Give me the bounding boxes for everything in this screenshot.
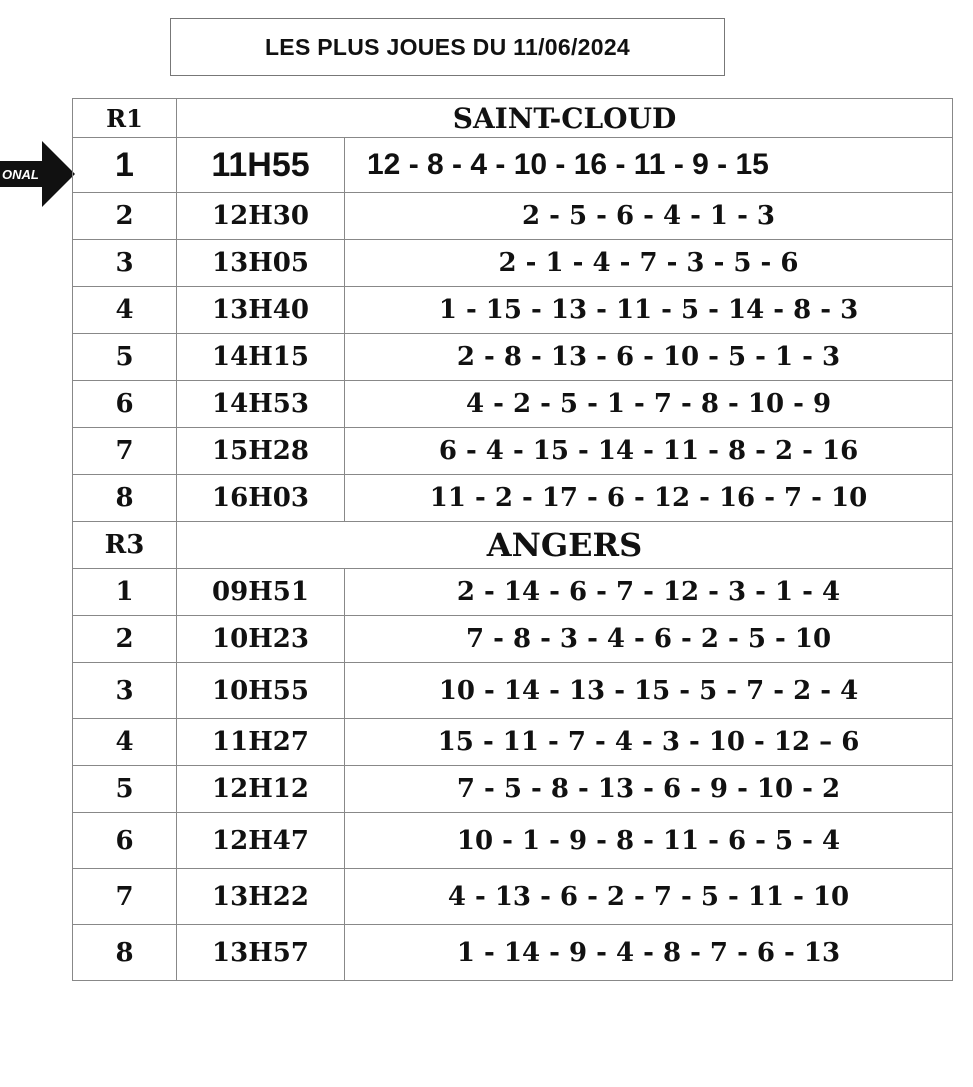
results-table bbox=[72, 98, 953, 981]
race-number: 2 bbox=[73, 193, 177, 240]
section-header-saint-cloud bbox=[73, 99, 953, 138]
race-time: 10H55 bbox=[177, 663, 345, 719]
table-row bbox=[73, 766, 953, 813]
table-row bbox=[73, 287, 953, 334]
race-numbers: 4 - 13 - 6 - 2 - 7 - 5 - 11 - 10 bbox=[345, 869, 953, 925]
page-title: LES PLUS JOUES DU 11/06/2024 bbox=[170, 18, 725, 76]
race-time: 13H05 bbox=[177, 240, 345, 287]
table-row bbox=[73, 381, 953, 428]
arrow-right-icon bbox=[0, 141, 75, 207]
race-number: 4 bbox=[73, 287, 177, 334]
race-number: 3 bbox=[73, 240, 177, 287]
race-number: 1 bbox=[73, 138, 177, 193]
race-numbers: 12 - 8 - 4 - 10 - 16 - 11 - 9 - 15 bbox=[345, 138, 953, 193]
race-numbers: 10 - 1 - 9 - 8 - 11 - 6 - 5 - 4 bbox=[345, 813, 953, 869]
race-time: 09H51 bbox=[177, 569, 345, 616]
table-row bbox=[73, 193, 953, 240]
race-time: 16H03 bbox=[177, 475, 345, 522]
race-number: 8 bbox=[73, 475, 177, 522]
table-row bbox=[73, 475, 953, 522]
race-numbers: 4 - 2 - 5 - 1 - 7 - 8 - 10 - 9 bbox=[345, 381, 953, 428]
race-numbers: 1 - 14 - 9 - 4 - 8 - 7 - 6 - 13 bbox=[345, 925, 953, 981]
table-row bbox=[73, 428, 953, 475]
race-number: 4 bbox=[73, 719, 177, 766]
table-row bbox=[73, 240, 953, 287]
race-time: 11H55 bbox=[177, 138, 345, 193]
table-row bbox=[73, 869, 953, 925]
reunion-label: R1 bbox=[73, 99, 177, 138]
section-header-angers bbox=[73, 522, 953, 569]
table-row bbox=[73, 663, 953, 719]
race-number: 8 bbox=[73, 925, 177, 981]
race-number: 6 bbox=[73, 381, 177, 428]
race-numbers: 7 - 5 - 8 - 13 - 6 - 9 - 10 - 2 bbox=[345, 766, 953, 813]
race-numbers: 1 - 15 - 13 - 11 - 5 - 14 - 8 - 3 bbox=[345, 287, 953, 334]
race-numbers: 2 - 5 - 6 - 4 - 1 - 3 bbox=[345, 193, 953, 240]
race-time: 11H27 bbox=[177, 719, 345, 766]
table-row bbox=[73, 569, 953, 616]
race-number: 1 bbox=[73, 569, 177, 616]
race-numbers: 2 - 8 - 13 - 6 - 10 - 5 - 1 - 3 bbox=[345, 334, 953, 381]
hippodrome-name: ANGERS bbox=[177, 522, 953, 569]
race-time: 12H47 bbox=[177, 813, 345, 869]
race-number: 7 bbox=[73, 428, 177, 475]
race-number: 5 bbox=[73, 334, 177, 381]
race-numbers: 15 - 11 - 7 - 4 - 3 - 10 - 12 – 6 bbox=[345, 719, 953, 766]
marker-label: ONAL bbox=[2, 167, 39, 182]
race-time: 14H53 bbox=[177, 381, 345, 428]
race-numbers: 2 - 14 - 6 - 7 - 12 - 3 - 1 - 4 bbox=[345, 569, 953, 616]
race-number: 2 bbox=[73, 616, 177, 663]
race-time: 13H22 bbox=[177, 869, 345, 925]
reunion-label: R3 bbox=[73, 522, 177, 569]
race-number: 3 bbox=[73, 663, 177, 719]
race-time: 12H30 bbox=[177, 193, 345, 240]
race-number: 5 bbox=[73, 766, 177, 813]
table-row bbox=[73, 719, 953, 766]
race-numbers: 6 - 4 - 15 - 14 - 11 - 8 - 2 - 16 bbox=[345, 428, 953, 475]
race-number: 6 bbox=[73, 813, 177, 869]
race-numbers: 2 - 1 - 4 - 7 - 3 - 5 - 6 bbox=[345, 240, 953, 287]
race-time: 13H57 bbox=[177, 925, 345, 981]
table-row bbox=[73, 616, 953, 663]
race-numbers: 11 - 2 - 17 - 6 - 12 - 16 - 7 - 10 bbox=[345, 475, 953, 522]
race-time: 10H23 bbox=[177, 616, 345, 663]
table-row bbox=[73, 138, 953, 193]
table-row bbox=[73, 813, 953, 869]
table-row bbox=[73, 334, 953, 381]
race-time: 15H28 bbox=[177, 428, 345, 475]
hippodrome-name: SAINT-CLOUD bbox=[177, 99, 953, 138]
race-time: 13H40 bbox=[177, 287, 345, 334]
race-time: 14H15 bbox=[177, 334, 345, 381]
table-row bbox=[73, 925, 953, 981]
race-number: 7 bbox=[73, 869, 177, 925]
race-time: 12H12 bbox=[177, 766, 345, 813]
race-numbers: 10 - 14 - 13 - 15 - 5 - 7 - 2 - 4 bbox=[345, 663, 953, 719]
race-numbers: 7 - 8 - 3 - 4 - 6 - 2 - 5 - 10 bbox=[345, 616, 953, 663]
